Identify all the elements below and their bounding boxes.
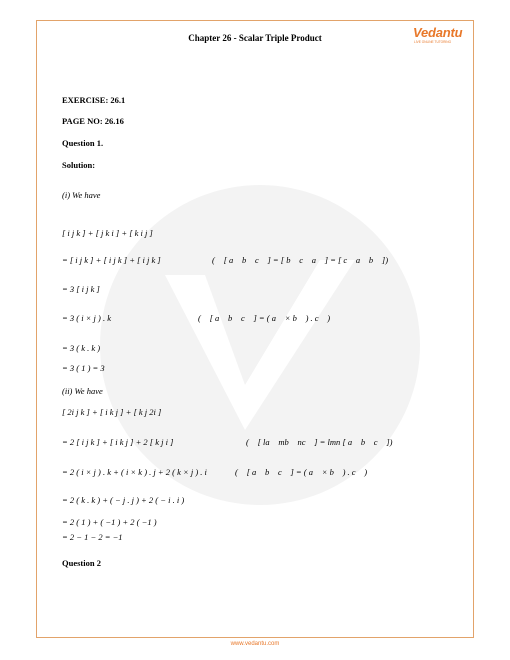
- logo-tagline: LIVE ONLINE TUTORING: [414, 40, 452, 44]
- part-i-line-4: = 3 ( i × j ) . k: [62, 313, 112, 323]
- question-2-label: Question 2: [62, 558, 101, 568]
- part-i-note-2: (∵ [ a⃗ b⃗ c⃗ ] = ( a⃗ × b⃗ ) . c⃗ ): [198, 313, 331, 323]
- part-ii-note-2: (∵ [ a⃗ b⃗ c⃗ ] = ( a⃗ × b⃗ ) . c⃗ ): [235, 467, 368, 477]
- part-ii-line-1: [ 2i j k ] + [ i k j ] + [ k j 2i ]: [62, 407, 162, 417]
- solution-label: Solution:: [62, 160, 96, 170]
- part-i-note-1: (∵ [ a⃗ b⃗ c⃗ ] = [ b⃗ c⃗ a⃗ ] = [ c⃗ a⃗ b⃗ ]): [212, 255, 389, 265]
- page-number-label: PAGE NO: 26.16: [62, 116, 124, 126]
- part-i-line-3: = 3 [ i j k ]: [62, 284, 100, 294]
- part-i-line-2: = [ i j k ] + [ i j k ] + [ i j k ]: [62, 255, 161, 265]
- part-i-heading: (i) We have: [62, 190, 101, 200]
- part-i-line-5: = 3 ( k . k ): [62, 343, 101, 353]
- part-i-line-1: [ i j k ] + [ j k i ] + [ k i j ]: [62, 228, 153, 238]
- logo-text: Vedantu: [413, 25, 463, 40]
- part-ii-line-4: = 2 ( k . k ) + ( − j . j ) + 2 ( − i . i ): [62, 495, 185, 505]
- page-title: Chapter 26 - Scalar Triple Product: [188, 33, 322, 43]
- part-ii-note-1: (∵ [ la⃗ mb⃗ nc⃗ ] = lmn [ a⃗ b⃗ c⃗ ]): [246, 437, 393, 447]
- question-1-label: Question 1.: [62, 138, 104, 148]
- vedantu-logo: [411, 25, 467, 45]
- page-border: [36, 20, 474, 638]
- part-ii-line-6: = 2 − 1 − 2 = −1: [62, 532, 123, 542]
- part-ii-line-3: = 2 ( i × j ) . k + ( i × k ) . j + 2 ( k × j ) . i: [62, 467, 207, 477]
- part-ii-heading: (ii) We have: [62, 386, 103, 396]
- footer-url[interactable]: www.vedantu.com: [230, 641, 280, 647]
- exercise-label: EXERCISE: 26.1: [62, 95, 126, 105]
- part-i-line-6: = 3 ( 1 ) = 3: [62, 363, 105, 373]
- part-ii-line-5: = 2 ( 1 ) + ( −1 ) + 2 ( −1 ): [62, 517, 157, 527]
- part-ii-line-2: = 2 [ i j k ] + [ i k j ] + 2 [ k j i ]: [62, 437, 174, 447]
